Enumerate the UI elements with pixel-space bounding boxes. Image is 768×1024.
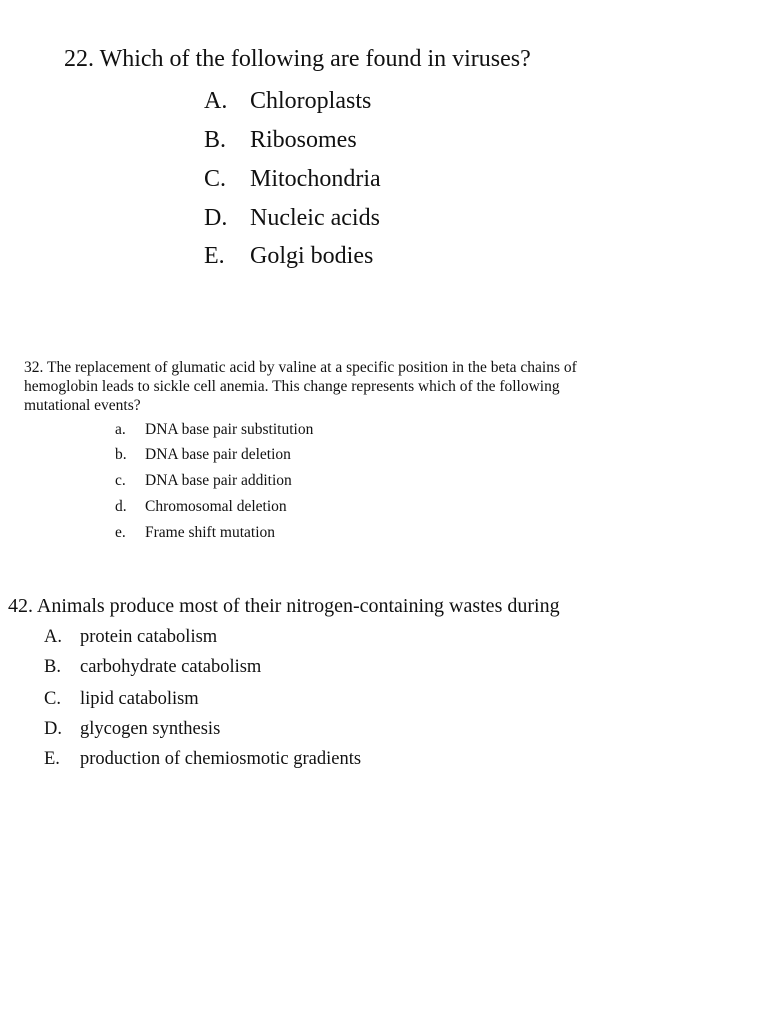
option-letter: c.: [115, 472, 126, 489]
option-letter: D.: [44, 719, 62, 739]
question-32-stem-line-1: 32. The replacement of glumatic acid by valine at a specific position in the beta chains of: [24, 359, 577, 376]
question-42-option-a: [44, 627, 217, 648]
option-text: lipid catabolism: [80, 689, 199, 709]
option-text: production of chemiosmotic gradients: [80, 749, 362, 769]
question-22-option-c: [204, 166, 381, 193]
option-text: DNA base pair addition: [145, 472, 292, 489]
option-text: Nucleic acids: [250, 205, 380, 231]
option-text: Chloroplasts: [250, 88, 372, 114]
question-32-stem-line-3: mutational events?: [24, 397, 141, 414]
option-text: DNA base pair deletion: [145, 446, 291, 463]
option-letter: e.: [115, 524, 126, 541]
option-text: Frame shift mutation: [145, 524, 276, 541]
question-22-option-d: [204, 205, 380, 232]
option-letter: E.: [204, 243, 225, 269]
option-letter: B.: [204, 127, 227, 153]
option-letter: D.: [204, 205, 228, 231]
question-22-stem: 22. Which of the following are found in viruses?: [64, 46, 531, 72]
option-letter: d.: [115, 498, 127, 515]
question-22-option-a: [204, 88, 371, 115]
option-text: protein catabolism: [80, 627, 218, 647]
option-text: carbohydrate catabolism: [80, 657, 262, 677]
option-text: Chromosomal deletion: [145, 498, 287, 515]
option-letter: b.: [115, 446, 127, 463]
option-text: glycogen synthesis: [80, 719, 221, 739]
question-42-stem: 42. Animals produce most of their nitrogen-containing wastes during: [8, 595, 560, 617]
option-text: DNA base pair substitution: [145, 421, 314, 438]
option-letter: C.: [44, 689, 61, 709]
question-42-option-b: [44, 657, 261, 678]
question-42-option-d: [44, 719, 220, 740]
option-text: Golgi bodies: [250, 243, 374, 269]
question-32-option-b: [115, 446, 291, 464]
option-letter: E.: [44, 749, 60, 769]
question-22-option-e: [204, 243, 373, 270]
question-32-option-e: [115, 524, 275, 542]
option-text: Mitochondria: [250, 166, 381, 192]
option-text: Ribosomes: [250, 127, 357, 153]
question-42-option-c: [44, 689, 199, 710]
option-letter: C.: [204, 166, 227, 192]
question-42-option-e: [44, 749, 361, 770]
option-letter: a.: [115, 421, 126, 438]
question-22-option-b: [204, 127, 357, 154]
question-32-option-c: [115, 472, 292, 490]
question-32-stem-line-2: hemoglobin leads to sickle cell anemia. This change represents which of the following: [24, 378, 560, 395]
option-letter: A.: [204, 88, 228, 114]
question-32-option-d: [115, 498, 287, 516]
option-letter: A.: [44, 627, 62, 647]
question-32-option-a: [115, 421, 313, 439]
option-letter: B.: [44, 657, 61, 677]
